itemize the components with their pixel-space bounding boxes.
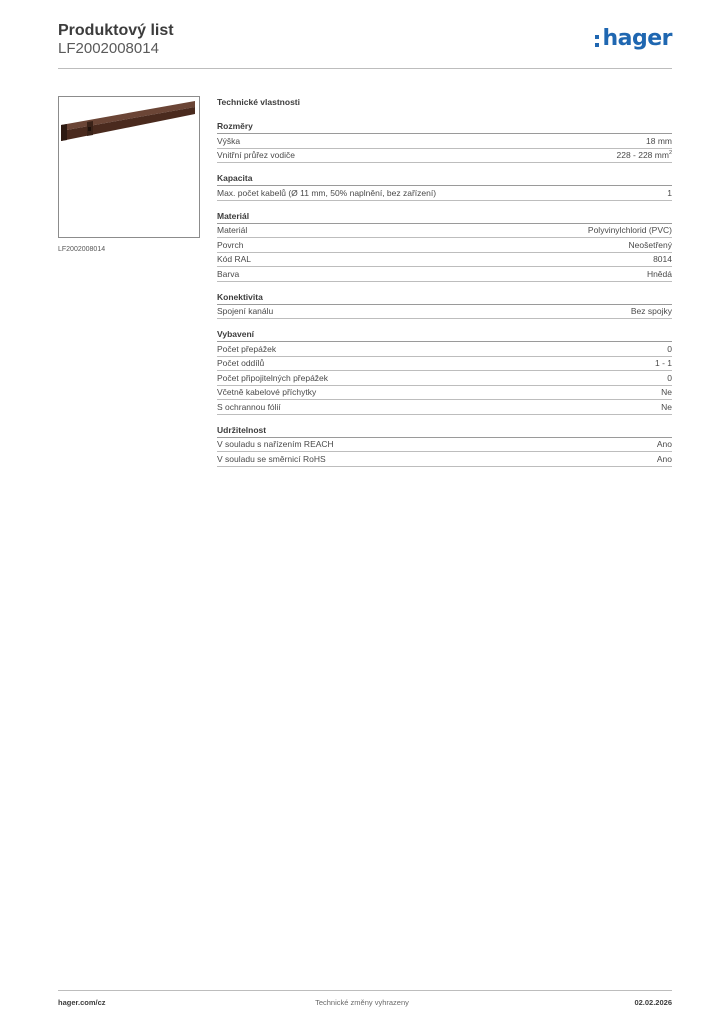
logo-dots-icon bbox=[595, 35, 599, 47]
section-title: Udržitelnost bbox=[217, 425, 672, 438]
spec-row bbox=[217, 149, 672, 164]
section-title: Konektivita bbox=[217, 292, 672, 305]
spec-row bbox=[217, 134, 672, 149]
spec-row bbox=[217, 267, 672, 282]
spec-row bbox=[217, 305, 672, 320]
section-dimensions bbox=[217, 121, 672, 163]
section-material bbox=[217, 211, 672, 282]
section-equipment bbox=[217, 329, 672, 415]
logo-text: hager bbox=[602, 26, 672, 51]
footer-website-link[interactable]: hager.com/cz bbox=[58, 998, 106, 1007]
section-title: Vybavení bbox=[217, 329, 672, 342]
spec-label: Počet oddílů bbox=[217, 358, 265, 369]
product-image-frame bbox=[58, 96, 200, 238]
spec-value: 0 bbox=[667, 372, 672, 383]
hager-logo bbox=[595, 28, 672, 50]
spec-value: Hnědá bbox=[646, 268, 672, 279]
unit-superscript: 2 bbox=[668, 150, 672, 157]
spec-label: V souladu se směrnicí RoHS bbox=[217, 453, 326, 464]
spec-label: Spojení kanálu bbox=[217, 306, 274, 317]
product-image-caption: LF2002008014 bbox=[58, 246, 106, 253]
spec-value: 1 - 1 bbox=[654, 358, 672, 369]
spec-value: 8014 bbox=[653, 254, 672, 265]
spec-row bbox=[217, 357, 672, 372]
spec-label: Včetně kabelové příchytky bbox=[217, 387, 317, 398]
spec-row bbox=[217, 253, 672, 268]
section-capacity bbox=[217, 173, 672, 201]
specs-title: Technické vlastnosti bbox=[217, 97, 300, 107]
spec-row bbox=[217, 186, 672, 201]
spec-label: Povrch bbox=[217, 239, 244, 250]
product-code: LF2002008014 bbox=[58, 40, 159, 57]
spec-row bbox=[217, 438, 672, 453]
spec-label: Počet přepážek bbox=[217, 343, 277, 354]
spec-value: 228 - 228 $mm^2$ bbox=[616, 150, 672, 161]
section-sustainability bbox=[217, 425, 672, 467]
spec-row bbox=[217, 238, 672, 253]
spec-label: Max. počet kabelů (Ø 11 mm, 50% naplnění, bez zařízení) bbox=[217, 187, 437, 198]
section-connectivity bbox=[217, 292, 672, 320]
spec-value: Polyvinylchlorid (PVC) bbox=[587, 225, 672, 236]
spec-value: Ne bbox=[661, 401, 672, 412]
section-title: Rozměry bbox=[217, 121, 672, 134]
spec-label: S ochrannou fólií bbox=[217, 401, 281, 412]
spec-value: 0 bbox=[667, 343, 672, 354]
spec-label: Barva bbox=[217, 268, 240, 279]
section-title: Materiál bbox=[217, 211, 672, 224]
spec-row bbox=[217, 386, 672, 401]
spec-value: 18 mm bbox=[646, 135, 672, 146]
spec-label: Kód RAL bbox=[217, 254, 252, 265]
spec-row bbox=[217, 371, 672, 386]
footer-date: 02.02.2026 bbox=[634, 998, 672, 1007]
section-title: Kapacita bbox=[217, 173, 672, 186]
technical-specs bbox=[217, 96, 672, 477]
spec-value: Bez spojky bbox=[630, 306, 672, 317]
spec-row bbox=[217, 400, 672, 415]
spec-value: Ano bbox=[656, 453, 672, 464]
header-divider bbox=[58, 68, 672, 69]
footer-divider bbox=[58, 990, 672, 991]
spec-label: V souladu s nařízením REACH bbox=[217, 439, 334, 450]
spec-value: Neošetřený bbox=[628, 239, 672, 250]
spec-row bbox=[217, 342, 672, 357]
spec-label: Výška bbox=[217, 135, 241, 146]
footer-note: Technické změny vyhrazeny bbox=[315, 998, 409, 1007]
page-title: Produktový list bbox=[58, 22, 174, 39]
spec-row bbox=[217, 452, 672, 467]
spec-label: Materiál bbox=[217, 225, 248, 236]
spec-row bbox=[217, 224, 672, 239]
spec-value: Ano bbox=[656, 439, 672, 450]
spec-value: 1 bbox=[667, 187, 672, 198]
spec-label: Vnitřní průřez vodiče bbox=[217, 150, 295, 161]
spec-label: Počet připojitelných přepážek bbox=[217, 372, 329, 383]
spec-value: Ne bbox=[661, 387, 672, 398]
cable-trunking-icon bbox=[59, 97, 199, 237]
